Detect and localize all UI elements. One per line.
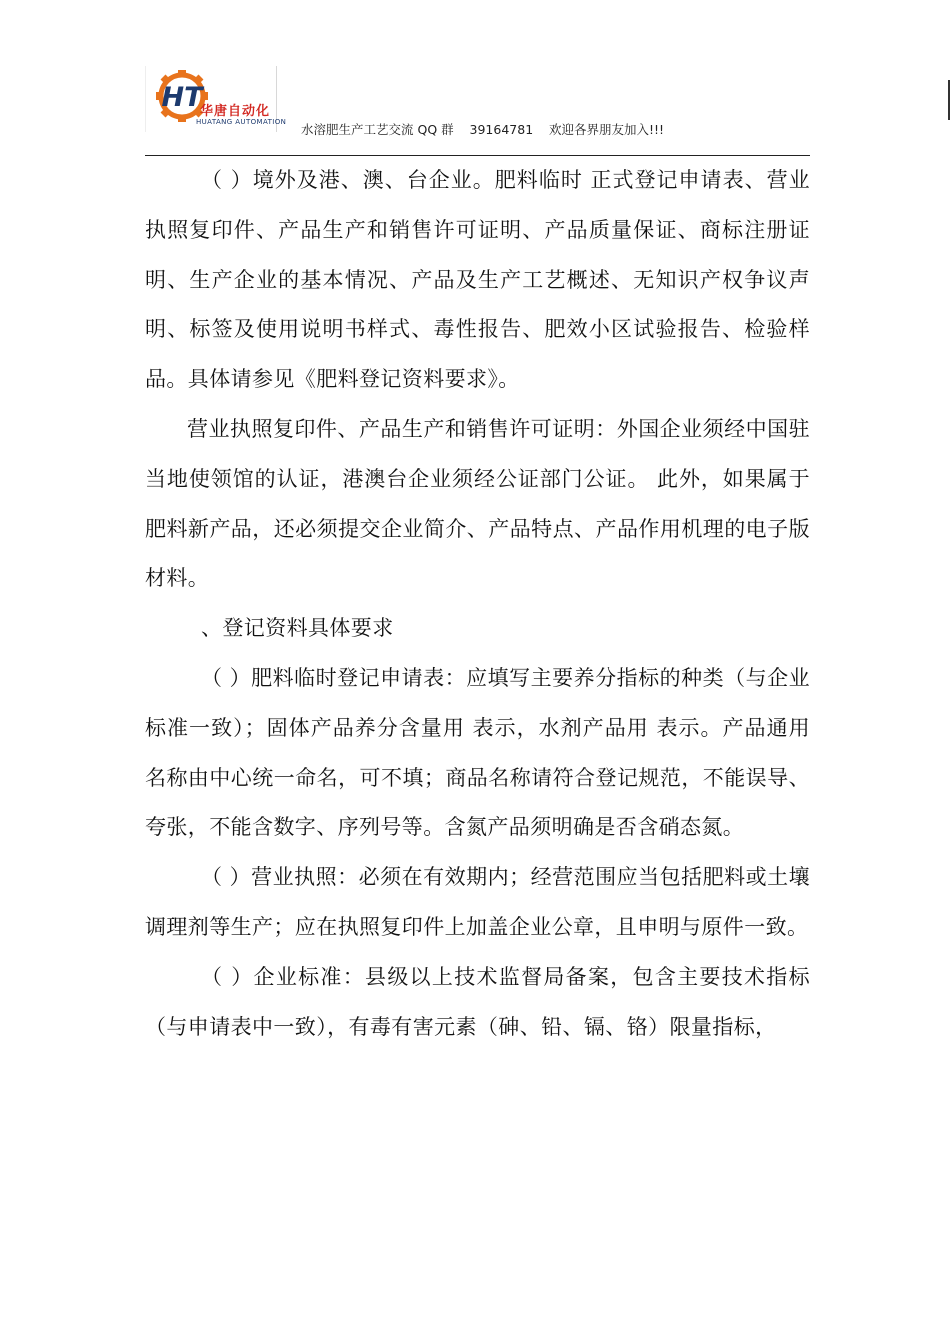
logo-english-name: HUATANG AUTOMATION	[196, 118, 287, 126]
section-heading-requirements: 、登记资料具体要求	[201, 616, 394, 641]
paragraph-overseas-enterprises: （ ）境外及港、澳、台企业。肥料临时 正式登记申请表、营业执照复印件、产品生产和销售许可证明、产品质量保证、商标注册证明、生产企业的基本情况、产品及生产工艺概述、无知识产权争议声明、标签及使用说明书样式、毒性报告、肥效小区试验报告、检验样品。具体请参见《肥料登记资料要求》。	[145, 168, 810, 392]
paragraph-license-certification: 营业执照复印件、产品生产和销售许可证明：外国企业须经中国驻当地使领馆的认证，港澳台企业须经公证部门公证。 此外，如果属于肥料新产品，还必须提交企业简介、产品特点、产品作用机理的电子版材料。	[145, 416, 810, 591]
page-header	[145, 66, 810, 156]
svg-text:HT: HT	[161, 82, 203, 113]
paragraph-application-form: （ ）肥料临时登记申请表：应填写主要养分指标的种类（与企业标准一致）；固体产品养分含量用 表示，水剂产品用 表示。产品通用名称由中心统一命名，可不填；商品名称请符合登记规范，不能误导、夸张，不能含数字、序列号等。含氮产品须明确是否含硝态氮。	[145, 665, 810, 840]
paragraph-enterprise-standard: （ ）企业标准：县级以上技术监督局备案，包含主要技术指标（与申请表中一致），有毒有害元素（砷、铅、镉、铬）限量指标，	[145, 964, 810, 1039]
document-body	[145, 156, 810, 1052]
logo-chinese-name: 华唐自动化	[200, 104, 271, 119]
company-logo	[145, 66, 287, 132]
header-note: 水溶肥生产工艺交流 QQ 群 39164781 欢迎各界朋友加入!!!	[301, 122, 665, 137]
paragraph-business-license: （ ）营业执照：必须在有效期内；经营范围应当包括肥料或土壤调理剂等生产；应在执照复印件上加盖企业公章，且申明与原件一致。	[145, 865, 810, 939]
